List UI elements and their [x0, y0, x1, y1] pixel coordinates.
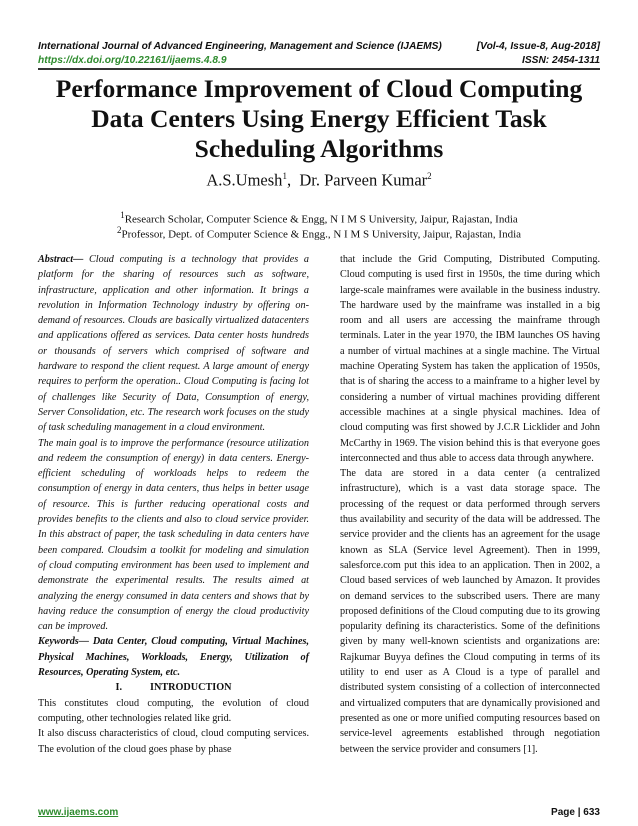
author-separator: ,	[286, 170, 300, 190]
title-line-3: Scheduling Algorithms	[194, 134, 444, 163]
author-1-affil-mark: 1	[282, 171, 287, 181]
website-link[interactable]: www.ijaems.com	[38, 807, 119, 818]
abstract-paragraph-2: The main goal is to improve the performance (resource utilization and redeem the consumption of energy) in data centers. Energy-efficient scheduling of workloads helps to redeem the consumption of energy in data centers, thus helps in better usage of resource. This is further reducing operational costs and provides benefits to the clients and also to cloud service provider. In this abstract of paper, the task scheduling in data centers have been compared. Cloudsim a toolkit for modeling and simulation of cloud computing environment has been used to implement and demonstrate the experimental results. The results aimed at analyzing the energy consumed in data centers and shows that by having reduce the consumption of energy the cloud productivity can be improved.	[38, 437, 309, 633]
keywords	[38, 634, 309, 680]
left-column	[38, 252, 309, 757]
header-rule	[38, 68, 600, 70]
title-line-2: Data Centers Using Energy Efficient Task	[91, 104, 547, 133]
author-list	[0, 166, 638, 191]
right-column	[340, 252, 600, 757]
affiliation-1-text: Research Scholar, Computer Science & Engg, N I M S University, Jaipur, Rajastan, India	[124, 213, 518, 226]
author-2: Dr. Parveen Kumar	[299, 170, 428, 190]
section-title: INTRODUCTION	[150, 682, 232, 694]
affiliation-2-mark: 2	[116, 225, 122, 235]
section-number: I.	[115, 682, 122, 694]
author-2-affil-mark: 2	[427, 171, 432, 181]
doi-link[interactable]: https://dx.doi.org/10.22161/ijaems.4.8.9	[38, 55, 227, 66]
page-number: Page | 633	[551, 807, 600, 818]
paper-title	[30, 74, 608, 164]
abstract-label: Abstract—	[38, 254, 84, 265]
abstract-paragraph-1	[38, 252, 309, 436]
keywords-text: Data Center, Cloud computing, Virtual Machines, Physical Machines, Workloads, Energy, Utilization of Resources, Operating System, etc.	[38, 636, 309, 679]
intro-paragraph-1: This constitutes cloud computing, the evolution of cloud computing, other technologies related like grid.	[38, 697, 309, 724]
volume-info: [Vol-4, Issue-8, Aug-2018]	[476, 41, 600, 52]
author-1: A.S.Umesh	[206, 170, 283, 190]
affiliation-2	[0, 223, 638, 242]
keywords-label: Keywords—	[38, 636, 89, 648]
body-paragraph-1: that include the Grid Computing, Distributed Computing. Cloud computing is used first in 1950s, the time during which large-scale mainframes were available in the business industry. The hardware used by the mainframe was installed in a big room and all users are accessing the mainframe through terminals. Later in the year 1970, the IBM launches OS having a number of virtual machines at a single machine. The Virtual machine Operating System has taken the application of 1950s, that is of sharing the access to a mainframe to a higher level by considering a number of virtual machines providing different accessible machines at a single physical machines. Idea of cloud computing was first showed by J.C.R Licklider and John McCarthy in 1969. The vision behind this is that everyone goes interconnected and thus able to access data through anywhere.	[340, 254, 600, 464]
journal-name: International Journal of Advanced Engineering, Management and Science (IJAEMS)	[38, 41, 442, 52]
abstract-text-1: Cloud computing is a technology that provides a platform for the sharing of resources such as software, infrastructure, application and other information. It brings a revolution in Information Technology industry by offering on-demand of resources. Clouds are basically virtualized datacenters and applications offered as services. Data center hosts hundreds or thousands of servers which comprised of software and hardware to respond the client request. A large amount of energy requires to perform the operation.. Cloud Computing is facing lot of challenges like Security of Data, Consumption of energy, Server Consolidation, etc. The research work focuses on the study of task scheduling management in a cloud environment.	[38, 254, 309, 434]
section-heading	[38, 680, 309, 695]
body-paragraph-2: The data are stored in a data center (a centralized infrastructure), which is a vast data storage space. The processing of the request or data performed through servers thus availability and security of the data will be addressed. The service provider and the clients has an agreement for the usage known as SLA (Service level Agreement). Then in 1999, salesforce.com put this idea to an application. Then in 2002, a Cloud based services of web launched by Amazon. It provides on demand services to the subscribed users. There are many proposed definitions of the Cloud computing due to its growing popularity defining its characteristics. Some of the definitions given by many well-known scientists and organizations are: Rajkumar Buyya defines the Cloud computing in terms of its utility to end user as A Cloud is a type of parallel and distributed system consisting of a collection of interconnected and virtualized computers that are dynamically provisioned and presented as one or more unified computing resources based on service-level agreements established through negotiation between the service provider and consumers [1].	[340, 468, 600, 755]
affiliation-1-mark: 1	[120, 210, 125, 220]
intro-paragraph-2: It also discuss characteristics of cloud, cloud computing services. The evolution of the cloud goes phase by phase	[38, 728, 309, 755]
title-line-1: Performance Improvement of Cloud Computing	[55, 74, 583, 103]
affiliation-2-text: Professor, Dept. of Computer Science & Engg., N I M S University, Jaipur, Rajastan, India	[121, 228, 522, 241]
issn: ISSN: 2454-1311	[522, 55, 600, 66]
